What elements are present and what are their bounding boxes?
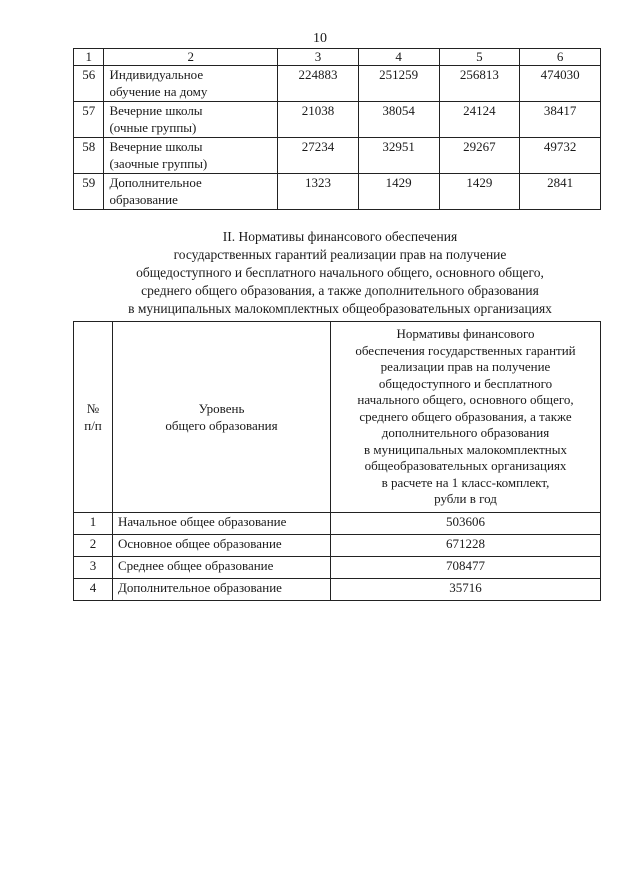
header-number-line: п/п <box>84 418 102 433</box>
section-heading-line: общедоступного и бесплатного начального общего, основного общего, <box>136 265 544 280</box>
row-name <box>104 102 278 138</box>
column-number-1: 1 <box>74 49 104 66</box>
row-number: 59 <box>74 174 104 210</box>
table-row <box>74 535 601 557</box>
row-number: 4 <box>74 579 113 601</box>
row-value: 38417 <box>520 102 601 138</box>
section-heading-line: в муниципальных малокомплектных общеобразовательных организациях <box>128 301 552 316</box>
header-normative-line: в расчете на 1 класс-комплект, <box>381 474 550 490</box>
row-value: 224883 <box>278 66 359 102</box>
row-number: 1 <box>74 513 113 535</box>
row-value: 24124 <box>439 102 520 138</box>
row-number: 2 <box>74 535 113 557</box>
row-number: 56 <box>74 66 104 102</box>
page-number: 10 <box>313 31 327 46</box>
header-normative-line: начального общего, основного общего, <box>357 392 574 408</box>
row-name-line: Дополнительное <box>109 175 202 190</box>
header-normative <box>331 322 601 513</box>
table-row <box>74 579 601 601</box>
row-value: 27234 <box>278 138 359 174</box>
section-heading-line: государственных гарантий реализации прав на получение <box>173 247 507 262</box>
row-value: 251259 <box>358 66 439 102</box>
column-number-6: 6 <box>520 49 601 66</box>
row-name-line: образование <box>109 192 178 207</box>
row-value: 256813 <box>439 66 520 102</box>
header-normative-line: в муниципальных малокомплектных <box>363 441 568 457</box>
column-number-4: 4 <box>358 49 439 66</box>
column-number-2: 2 <box>104 49 278 66</box>
row-value: 671228 <box>331 535 601 557</box>
row-name-line: (заочные группы) <box>109 156 208 171</box>
header-normative-line: среднего общего образования, а также <box>359 408 572 424</box>
row-name: Начальное общее образование <box>113 513 331 535</box>
section-heading <box>60 228 620 318</box>
header-normative-line: Нормативы финансового <box>396 326 535 342</box>
row-name-line: (очные группы) <box>109 120 197 135</box>
table-header-row <box>74 49 601 66</box>
row-name <box>104 66 278 102</box>
header-normative-line: дополнительного образования <box>381 425 550 441</box>
column-number-5: 5 <box>439 49 520 66</box>
header-level <box>113 322 331 513</box>
row-value: 474030 <box>520 66 601 102</box>
row-value: 1429 <box>358 174 439 210</box>
row-name-line: Вечерние школы <box>109 139 203 154</box>
header-normative-line: рубли в год <box>434 491 497 507</box>
row-name: Дополнительное образование <box>113 579 331 601</box>
row-number: 58 <box>74 138 104 174</box>
row-name-line: обучение на дому <box>109 84 208 99</box>
header-normative-line: реализации прав на получение <box>380 359 551 375</box>
row-value: 503606 <box>331 513 601 535</box>
section-heading-line: II. Нормативы финансового обеспечения <box>222 229 458 244</box>
row-value: 1429 <box>439 174 520 210</box>
row-value: 1323 <box>278 174 359 210</box>
table-header-row <box>74 322 601 513</box>
row-name <box>104 174 278 210</box>
section-heading-line: среднего общего образования, а также дополнительного образования <box>141 283 539 298</box>
row-number: 3 <box>74 557 113 579</box>
row-name: Основное общее образование <box>113 535 331 557</box>
column-number-3: 3 <box>278 49 359 66</box>
row-value: 35716 <box>331 579 601 601</box>
row-value: 2841 <box>520 174 601 210</box>
table-row <box>74 102 601 138</box>
row-name-line: Индивидуальное <box>109 67 204 82</box>
table-row <box>74 174 601 210</box>
table-row <box>74 513 601 535</box>
row-value: 21038 <box>278 102 359 138</box>
row-value: 32951 <box>358 138 439 174</box>
header-normative-line: обеспечения государственных гарантий <box>355 342 576 358</box>
row-name <box>104 138 278 174</box>
row-value: 708477 <box>331 557 601 579</box>
small-schools-normatives-table <box>73 321 601 601</box>
row-value: 29267 <box>439 138 520 174</box>
row-name: Среднее общее образование <box>113 557 331 579</box>
table-row <box>74 66 601 102</box>
header-number <box>74 322 113 513</box>
header-level-line: общего образования <box>165 418 278 433</box>
normatives-table-continued <box>73 48 601 210</box>
header-number-line: № <box>86 401 100 416</box>
row-value: 49732 <box>520 138 601 174</box>
table-row <box>74 557 601 579</box>
header-normative-line: общедоступного и бесплатного <box>378 375 553 391</box>
header-normative-line: общеобразовательных организациях <box>364 458 567 474</box>
row-value: 38054 <box>358 102 439 138</box>
table-row <box>74 138 601 174</box>
row-name-line: Вечерние школы <box>109 103 203 118</box>
header-level-line: Уровень <box>198 401 245 416</box>
row-number: 57 <box>74 102 104 138</box>
